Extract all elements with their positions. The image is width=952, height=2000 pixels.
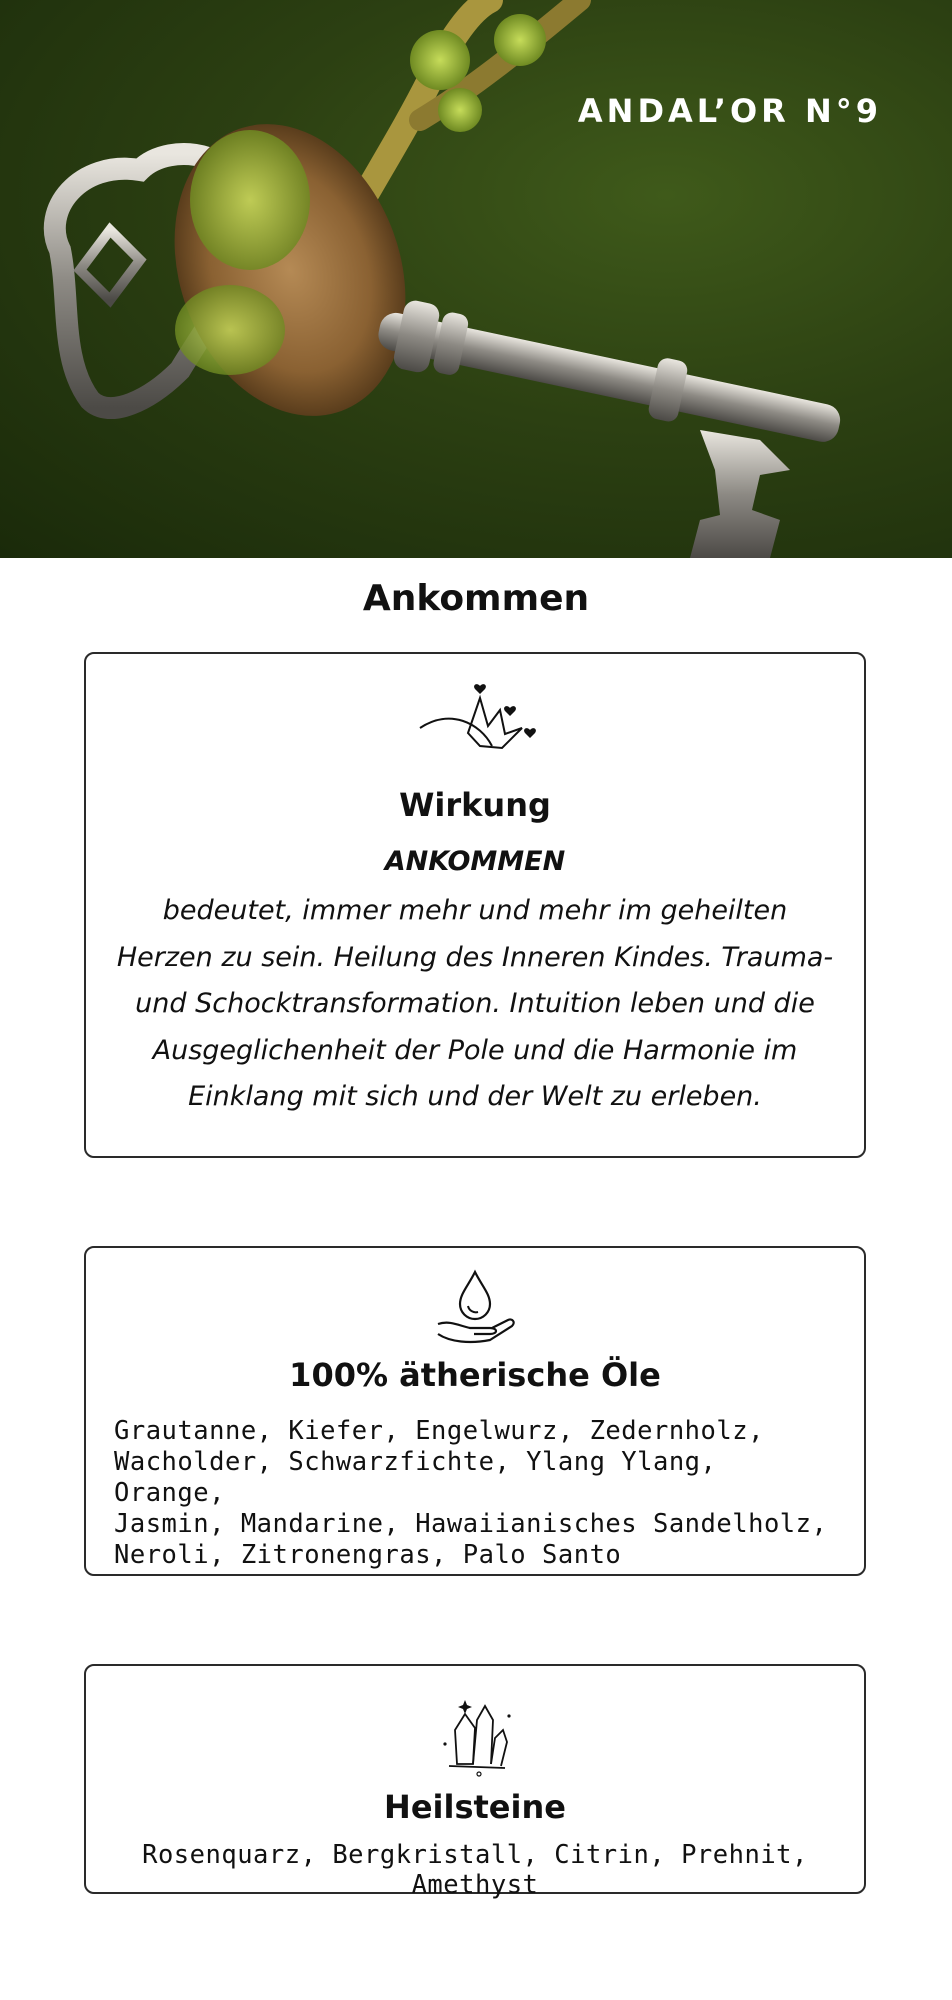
key-fern-illustration bbox=[0, 0, 952, 558]
crystals-icon bbox=[86, 1694, 864, 1778]
crown-hearts-icon bbox=[86, 668, 864, 768]
effect-description: bedeutet, immer mehr und mehr im geheilten Herzen zu sein. Heilung des Inneren Kindes. Trauma- und Schocktransformation. Intuition leben und die Ausgeglichenheit der Pole und die Harmonie im Einklang mit sich und der Welt zu erleben. bbox=[116, 895, 834, 1112]
effect-keyword: ANKOMMEN bbox=[384, 846, 566, 877]
page-title: Ankommen bbox=[362, 578, 590, 619]
stones-card bbox=[84, 1664, 866, 1900]
effect-card bbox=[84, 652, 866, 1158]
effect-title: Wirkung bbox=[399, 786, 551, 824]
oil-drop-hand-icon bbox=[86, 1268, 864, 1348]
oils-card bbox=[84, 1246, 866, 1576]
stones-list: Rosenquarz, Bergkristall, Citrin, Prehnit, Amethyst bbox=[142, 1840, 808, 1900]
oils-list: Grautanne, Kiefer, Engelwurz, Zedernholz, Wacholder, Schwarzfichte, Ylang Ylang, Orange, Jasmin, Mandarine, Hawaiianisches Sandelholz, Neroli, Zitronengras, Palo Santo bbox=[114, 1416, 828, 1570]
oils-title: 100% ätherische Öle bbox=[289, 1356, 661, 1394]
stones-title: Heilsteine bbox=[384, 1788, 566, 1826]
brand-title: ANDAL’OR N°9 bbox=[577, 92, 882, 130]
hero-image bbox=[0, 0, 952, 558]
